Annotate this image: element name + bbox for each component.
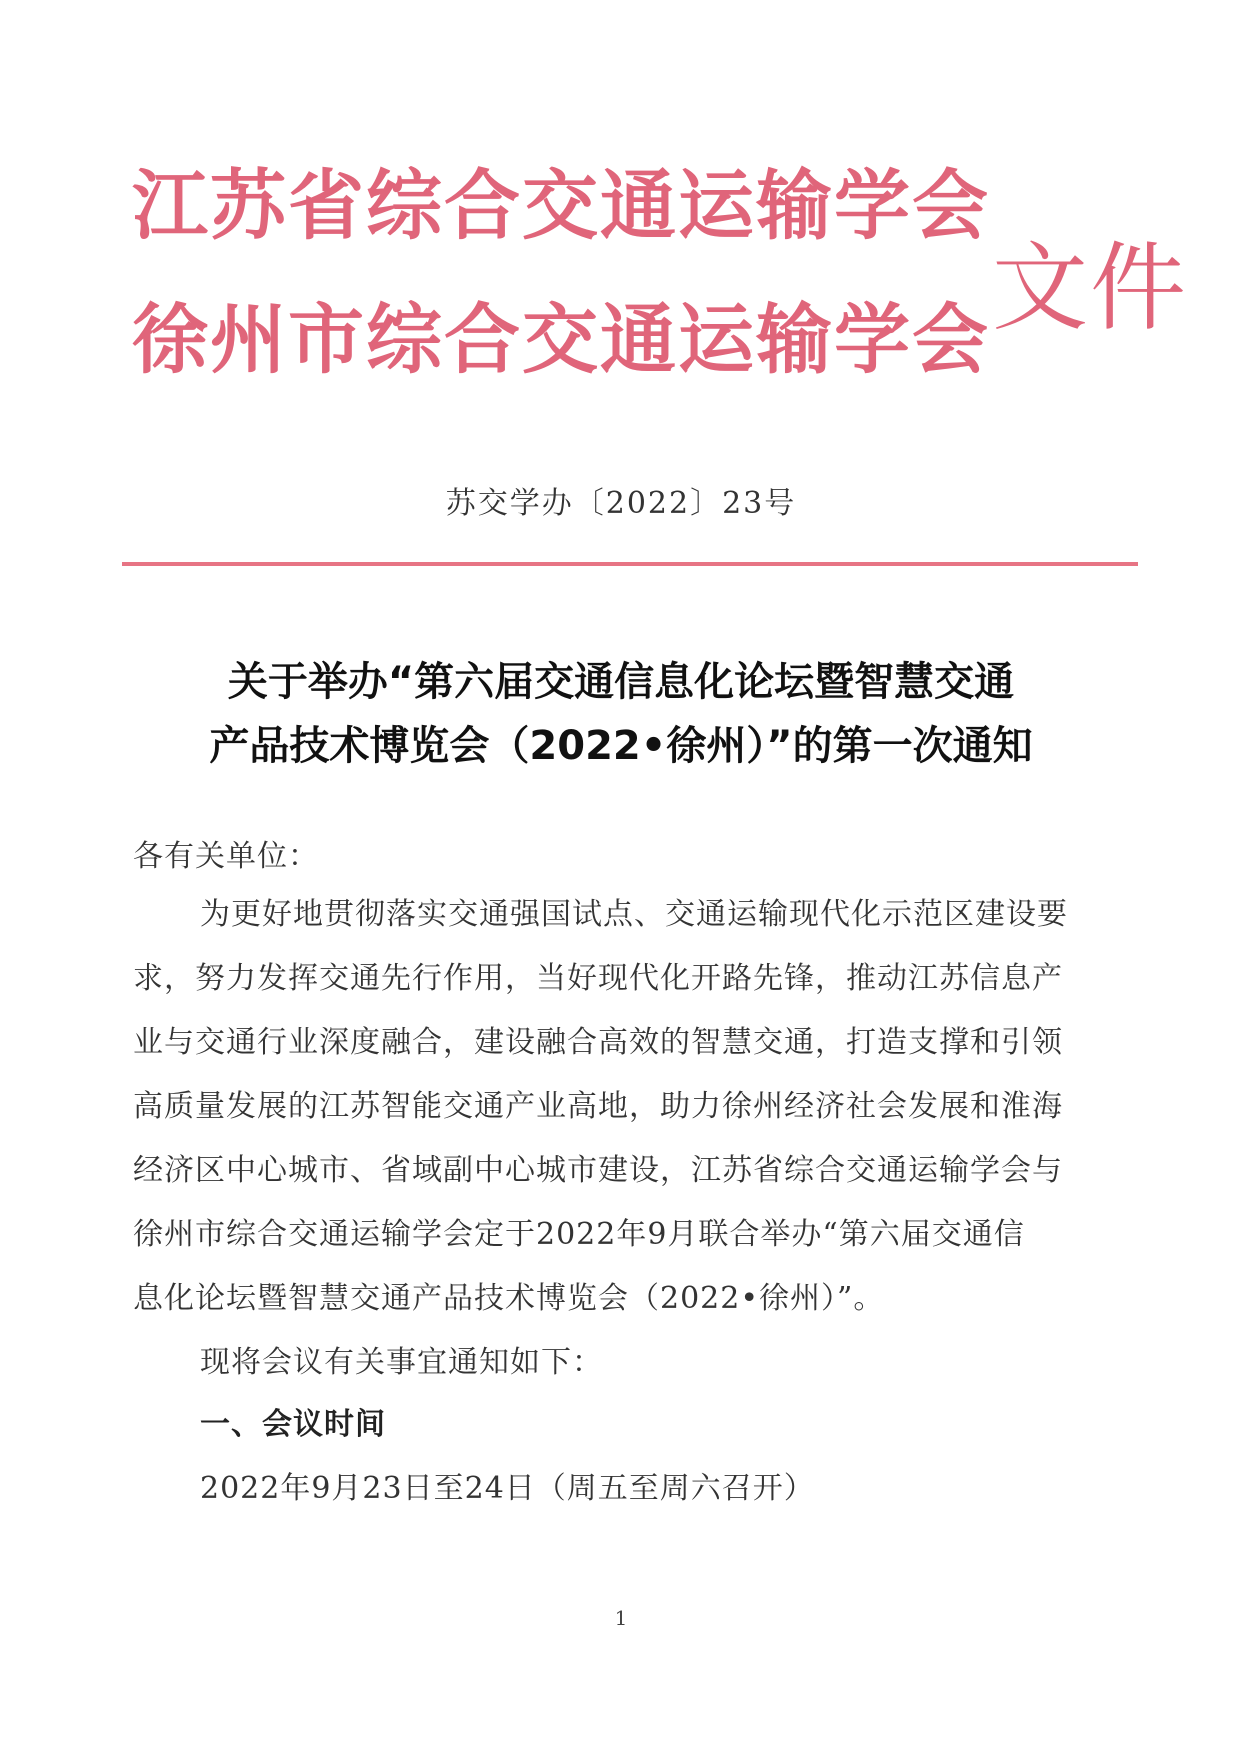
paragraph-line: 徐州市综合交通运输学会定于2022年9月联合举办“第六届交通信 — [133, 1217, 1025, 1252]
document-title-line-1: 关于举办“第六届交通信息化论坛暨智慧交通 — [227, 659, 1015, 705]
salutation: 各有关单位： — [133, 839, 319, 874]
section-heading-meeting-time: 一、会议时间 — [200, 1407, 386, 1442]
paragraph-line: 为更好地贯彻落实交通强国试点、交通运输现代化示范区建设要 — [200, 897, 1068, 932]
paragraph-line: 高质量发展的江苏智能交通产业高地，助力徐州经济社会发展和淮海 — [133, 1089, 1063, 1124]
meeting-time-content: 2022年9月23日至24日（周五至周六召开） — [200, 1471, 815, 1506]
document-title-line-2: 产品技术博览会（2022•徐州）”的第一次通知 — [209, 723, 1033, 769]
issuer-name-xuzhou: 徐州市综合交通运输学会 — [132, 295, 990, 384]
page-number: 1 — [614, 1606, 628, 1630]
document-number: 苏交学办〔2022〕23号 — [445, 486, 797, 521]
paragraph-line: 业与交通行业深度融合，建设融合高效的智慧交通，打造支撑和引领 — [133, 1025, 1063, 1060]
paragraph-line: 息化论坛暨智慧交通产品技术博览会（2022•徐州）”。 — [133, 1281, 885, 1316]
red-divider-line — [122, 562, 1138, 566]
paragraph-line: 求，努力发挥交通先行作用，当好现代化开路先锋，推动江苏信息产 — [133, 961, 1063, 996]
notice-intro: 现将会议有关事宜通知如下： — [200, 1345, 603, 1380]
issuer-name-jiangsu: 江苏省综合交通运输学会 — [132, 161, 990, 250]
paragraph-line: 经济区中心城市、省域副中心城市建设，江苏省综合交通运输学会与 — [133, 1153, 1063, 1188]
file-label: 文件 — [992, 232, 1188, 344]
